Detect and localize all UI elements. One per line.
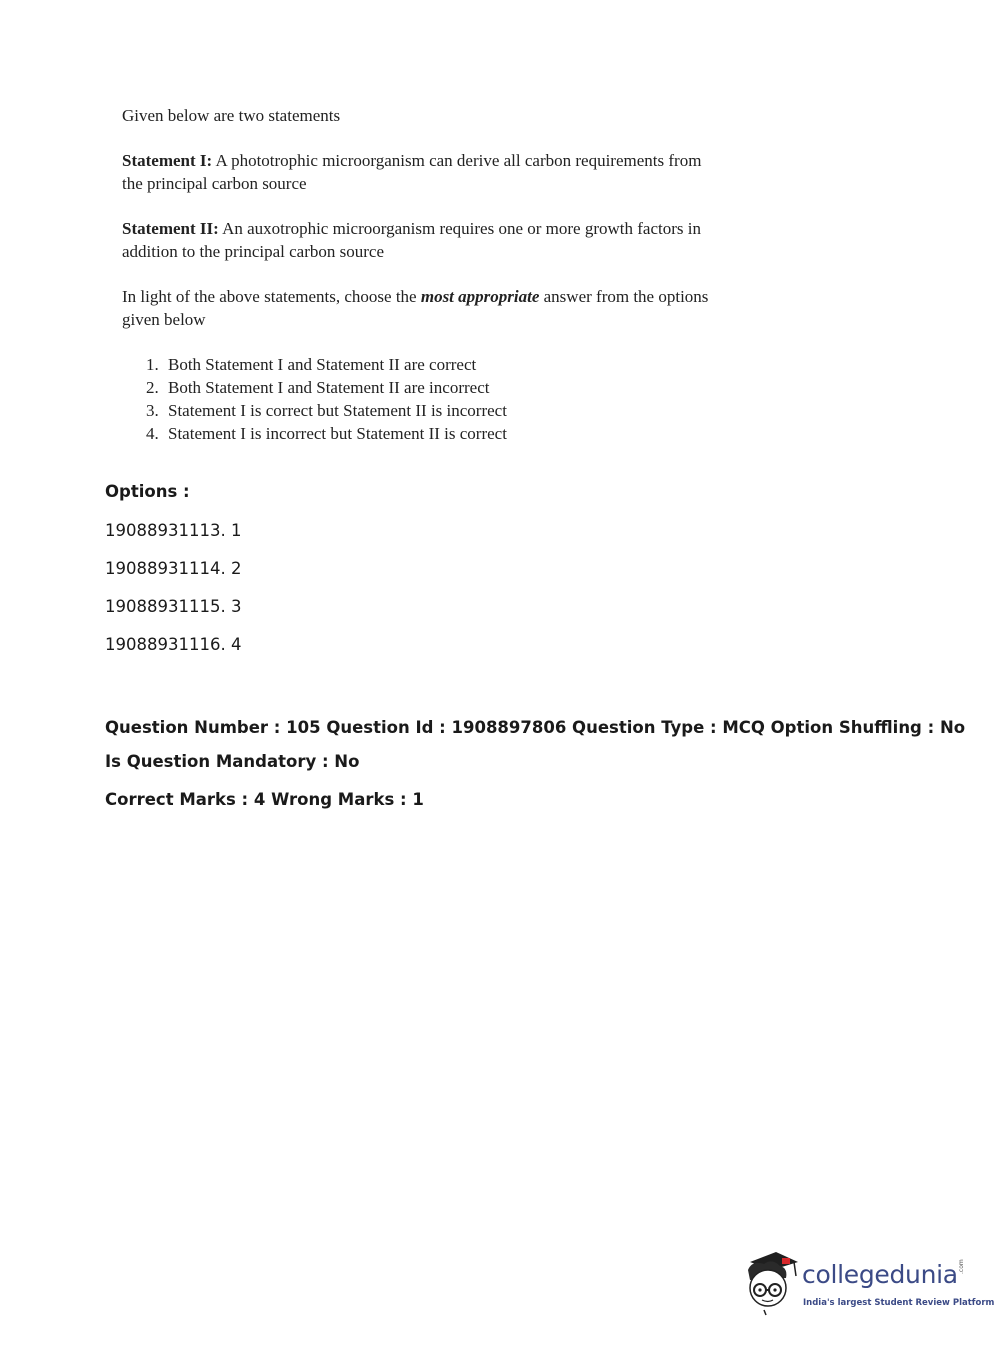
choice-number: 1. xyxy=(146,355,159,374)
mascot-icon xyxy=(742,1248,800,1316)
choice-item xyxy=(146,422,722,445)
instruction-emphasis: most appropriate xyxy=(420,287,540,306)
statement-2 xyxy=(122,217,722,263)
statement-2-text: An auxotrophic microorganism requires one or more growth factors in addition to the principal carbon source xyxy=(122,219,701,261)
statement-1-text: A phototrophic microorganism can derive all carbon requirements from the principal carbon source xyxy=(122,151,702,193)
option-item-1: 19088931113. 1 xyxy=(105,521,242,540)
instruction-after: answer from the options given below xyxy=(122,287,709,329)
choice-item xyxy=(146,353,722,376)
statement-1-label: Statement I: xyxy=(122,151,213,170)
choice-item xyxy=(146,399,722,422)
choice-list xyxy=(122,353,722,445)
option-item-2: 19088931114. 2 xyxy=(105,559,242,578)
question-intro: Given below are two statements xyxy=(122,106,341,125)
options-heading: Options : xyxy=(105,482,190,501)
choice-number: 4. xyxy=(146,424,159,443)
choice-number: 2. xyxy=(146,378,159,397)
logo-suffix: .com xyxy=(958,1259,965,1274)
choice-text: Statement I is correct but Statement II is incorrect xyxy=(168,401,507,420)
question-meta-line: Question Number : 105 Question Id : 1908897806 Question Type : MCQ Option Shuffling : No xyxy=(105,718,966,737)
choice-item xyxy=(146,376,722,399)
question-image xyxy=(122,104,722,445)
logo-wordmark: collegedunia xyxy=(802,1260,958,1289)
instruction-before: In light of the above statements, choose the xyxy=(122,287,421,306)
question-instruction xyxy=(122,285,722,331)
choice-number: 3. xyxy=(146,401,159,420)
choice-text: Both Statement I and Statement II are correct xyxy=(168,355,477,374)
statement-1 xyxy=(122,149,722,195)
choice-text: Statement I is incorrect but Statement II is correct xyxy=(168,424,507,443)
option-item-3: 19088931115. 3 xyxy=(105,597,242,616)
collegedunia-logo xyxy=(742,1248,995,1320)
question-mandatory-line: Is Question Mandatory : No xyxy=(105,752,360,771)
choice-text: Both Statement I and Statement II are incorrect xyxy=(168,378,490,397)
statement-2-label: Statement II: xyxy=(122,219,219,238)
option-item-4: 19088931116. 4 xyxy=(105,635,242,654)
logo-tagline: India's largest Student Review Platform xyxy=(803,1298,995,1308)
question-marks-line: Correct Marks : 4 Wrong Marks : 1 xyxy=(105,790,424,809)
